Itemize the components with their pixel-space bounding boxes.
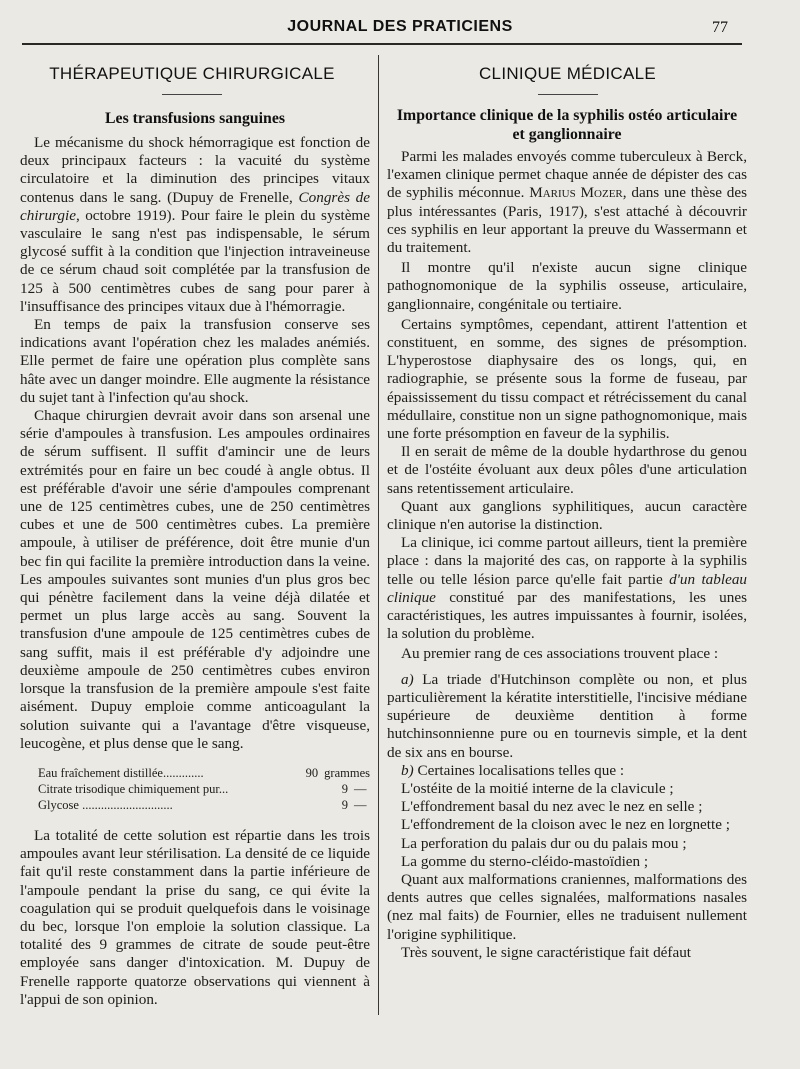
author-name: Marius Mozer [529, 184, 623, 202]
right-column [387, 106, 747, 962]
paragraph-item-a: a) La triade d'Hutchinson complète ou non, et plus particulièrement la kératite interstitielle, l'incisive médiane supérieure de deuxième dentition à forme hutchinsonnienne pure ou en tournevis simple, et la dent de six ans en bourse. [387, 670, 748, 761]
paragraph: Il en serait de même de la double hydarthrose du genou et de l'ostéite évoluant aux deux pôles d'une articulation sans retentissement articulaire. [387, 443, 747, 497]
paragraph: Au premier rang de ces associations trouvent place : [401, 645, 719, 663]
citation-italic: Congrès de chirurgie [20, 188, 371, 224]
article-title-syphilis: Importance clinique de la syphilis ostéo articulaire et ganglionnaire [396, 107, 738, 143]
paragraph: Quant aux ganglions syphilitiques, aucun caractère clinique n'en autorise la distinction. [387, 497, 747, 534]
formula-row: Eau fraîchement distillée............. 90 grammes [38, 765, 370, 780]
formula-table [20, 765, 370, 813]
left-column [20, 106, 370, 1009]
list-item: L'effondrement basal du nez avec le nez en selle ; [401, 798, 703, 816]
list-item: La gomme du sterno-cléido-mastoïdien ; [401, 852, 649, 870]
paragraph: La clinique, ici comme partout ailleurs, tient la première place : dans la majorité des cas, on rapporte à la syphilis telle ou telle lésion parce qu'elle fait partie d'un tableau clinique constitué par des manifestations, les unes caractéristiques, les autres impuissantes à fournir, isolées, la solution du problème. [387, 534, 748, 643]
paragraph: Le mécanisme du shock hémorragique est fonction de deux principaux facteurs : la vacuité du système circulatoire et la diminution des principes vitaux contenus dans le sang. (Dupuy de Frenelle, Congrès de chirurgie, octobre 1919). Pour faire le plein du système vasculaire le sang n'est pas indispensable, le sérum glycosé suffit à la condition que l'injection intraveineuse de ce sérum chaud soit complétée par la transfusion de 125 à 500 centimètres cubes de sang pour parer à l'insuffisance des principes vitaux due à l'hémorragie. [20, 134, 371, 315]
journal-title: JOURNAL DES PRATICIENS [287, 18, 513, 35]
list-item: L'ostéite de la moitié interne de la clavicule ; [401, 779, 674, 797]
list-item: L'effondrement de la cloison avec le nez en lorgnette ; [401, 816, 730, 834]
header-rule [22, 43, 742, 45]
paragraph: Parmi les malades envoyés comme tuberculeux à Berck, l'examen clinique permet chaque année de dépister des cas de syphilis méconnue. Marius Mozer, dans une thèse des plus intéressantes (Paris, 1917), s'est attaché à découvrir ces syphilis en leur apportant la preuve du Wassermann et du traitement. [387, 148, 748, 257]
paragraph: Chaque chirurgien devrait avoir dans son arsenal une série d'ampoules à transfusion. Les ampoules ordinaires de sérum suffisent. Il suffit d'amincir une de leurs extrémités pour en faire un bec coudé à angle obtus. Il est préférable d'avoir une série d'ampoules comprenant une de 125 centimètres cubes, une de 250 centimètres cubes et une de 500 centimètres cubes. La première ampoule, à utiliser de préférence, doit être munie d'un bec fin qui facilite la première introduction dans la veine. Les ampoules suivantes sont munies d'un plus gros bec qui pénètre facilement dans la veine déjà dilatée et permet un plus large accès au sang. Souvent la transfusion d'une ampoule de 125 centimètres cubes de sang suffit, mais il est préférable d'y adjoindre une deuxième ampoule de 250 centimètres cubes environ lorsque la transfusion de la première ampoule s'est faite aisément. Dupuy emploie comme anticoagulant la solution suivante qui a l'avantage d'être visqueuse, leucogène, et plus dense que le sang. [20, 407, 370, 752]
paragraph: En temps de paix la transfusion conserve ses indications avant l'opération chez les malades anémiés. Elle permet de faire une opération plus complète sans hâte avec un danger moindre. Elle augmente la résistance du sujet tant à l'infection qu'au shock. [20, 316, 370, 406]
italic-phrase: d'un tableau clinique [387, 570, 748, 606]
list-item: La perforation du palais dur ou du palais mou ; [401, 834, 687, 852]
paragraph: Quant aux malformations craniennes, malformations des dents autres que celles signalées, malformations nasales (nez mal faits) de Fournier, elles ne traduisent nullement l'origine syphilitique. [387, 870, 747, 943]
section-title-therapeutique: THÉRAPEUTIQUE CHIRURGICALE [49, 64, 335, 83]
formula-row: Glycose ............................. 9 — [38, 797, 367, 812]
section-title-clinique: CLINIQUE MÉDICALE [478, 64, 657, 83]
section-rule-right [538, 94, 598, 95]
paragraph: Certains symptômes, cependant, attirent l'attention et constituent, en somme, des signes de présomption. L'hyperostose diaphysaire des os longs, qui, en radiographie, se présente sous la forme de fuseau, par épaississement du tissu compact et rétrécissement du canal médullaire, constitue non un signe pathognomonique, mais une forte présomption en faveur de la syphilis. [387, 315, 747, 443]
paragraph: La totalité de cette solution est répartie dans les trois ampoules avant leur stérilisation. La densité de ce liquide fait qu'il reste constamment dans la partie inférieure de l'ampoule pendant la prise du sang, ce qui évite la coagulation qui se produit quelquefois dans le voisinage du bec, lorsque l'on emploie la solution classique. La totalité des 9 grammes de citrate de soude peut-être employée sans danger d'intoxication. M. Dupuy de Frenelle rapporte quatorze observations qui viennent à l'appui de son opinion. [20, 826, 370, 1008]
paragraph-item-b: b) Certaines localisations telles que : [401, 761, 625, 779]
paragraph: Il montre qu'il n'existe aucun signe clinique pathognomonique de la syphilis osseuse, articulaire, ganglionnaire, congénitale ou tertiaire. [387, 259, 747, 313]
formula-row: Citrate trisodique chimiquement pur... 9 — [38, 781, 367, 796]
paragraph: Très souvent, le signe caractéristique fait défaut [401, 943, 692, 961]
article-title-transfusions: Les transfusions sanguines [105, 110, 285, 127]
page-number: 77 [712, 19, 728, 36]
section-rule-left [162, 94, 222, 95]
column-divider [378, 55, 379, 1015]
